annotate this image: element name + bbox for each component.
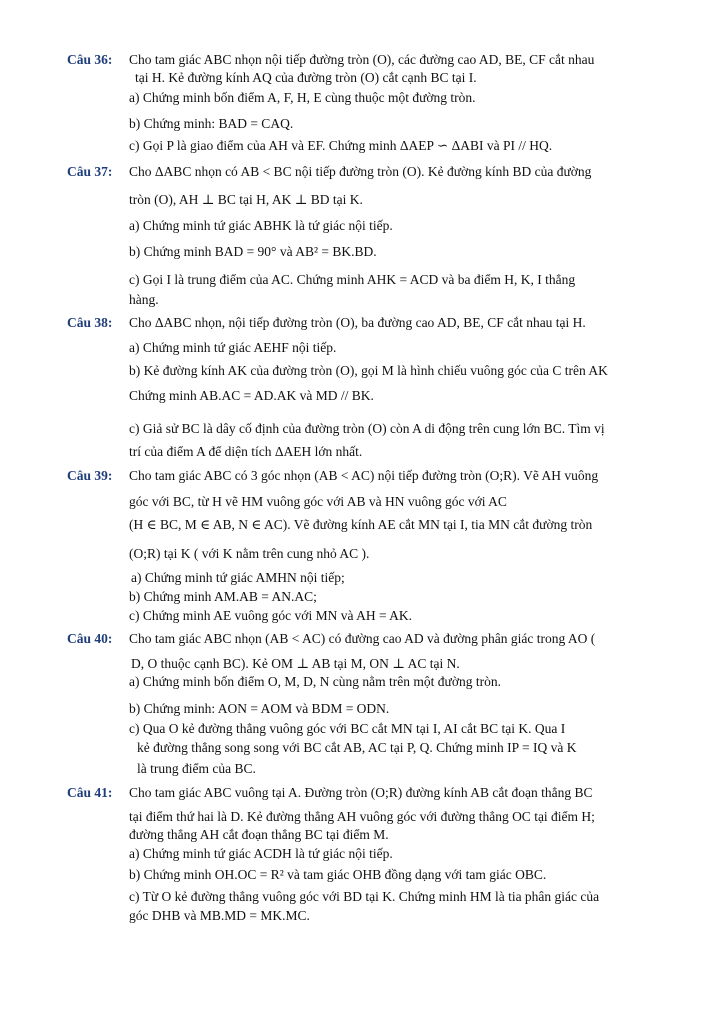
problem-line: c) Chứng minh AE vuông góc với MN và AH = AK.	[129, 608, 413, 623]
problem-line: tròn (O), AH ⊥ BC tại H, AK ⊥ BD tại K.	[129, 192, 363, 207]
problem-line: (O;R) tại K ( với K nằm trên cung nhỏ AC ).	[129, 546, 370, 561]
problem-line: tại H. Kẻ đường kính AQ của đường tròn (O) cắt cạnh BC tại I.	[135, 70, 477, 85]
problem-label: Câu 37:	[67, 164, 113, 179]
problem-line: trí của điểm A để diện tích ΔAEH lớn nhất.	[129, 444, 363, 459]
problem-line: b) Kẻ đường kính AK của đường tròn (O), gọi M là hình chiếu vuông góc của C trên AK	[129, 363, 608, 378]
problem-line: Chứng minh AB.AC = AD.AK và MD // BK.	[129, 388, 374, 403]
problem-line: Cho tam giác ABC nhọn nội tiếp đường tròn (O), các đường cao AD, BE, CF cắt nhau	[129, 52, 595, 67]
problem-line: góc DHB và MB.MD = MK.MC.	[129, 908, 310, 923]
problem-line: c) Gọi P là giao điểm của AH và EF. Chứng minh ΔAEP ∽ ΔABI và PI // HQ.	[129, 138, 553, 153]
problem-line: c) Qua O kẻ đường thẳng vuông góc với BC cắt MN tại I, AI cắt BC tại K. Qua I	[129, 721, 566, 736]
problem-line: Cho tam giác ABC vuông tại A. Đường tròn (O;R) đường kính AB cắt đoạn thẳng BC	[129, 785, 593, 800]
problem-label: Câu 41:	[67, 785, 113, 800]
problem-line: Cho ΔABC nhọn, nội tiếp đường tròn (O), ba đường cao AD, BE, CF cắt nhau tại H.	[129, 315, 586, 330]
problem-line: a) Chứng minh tứ giác ABHK là tứ giác nội tiếp.	[129, 218, 393, 233]
problem-line: c) Giả sử BC là dây cố định của đường tròn (O) còn A di động trên cung lớn BC. Tìm vị	[129, 421, 605, 436]
problem-label: Câu 38:	[67, 315, 113, 330]
problem-line: Cho tam giác ABC nhọn (AB < AC) có đường cao AD và đường phân giác trong AO (	[129, 631, 596, 646]
problem-label: Câu 40:	[67, 631, 113, 646]
problem-line: a) Chứng minh tứ giác AEHF nội tiếp.	[129, 340, 337, 355]
problem-line: c) Từ O kẻ đường thẳng vuông góc với BD tại K. Chứng minh HM là tia phân giác của	[129, 889, 600, 904]
problem-line: a) Chứng minh tứ giác ACDH là tứ giác nội tiếp.	[129, 846, 393, 861]
problem-line: kẻ đường thẳng song song với BC cắt AB, AC tại P, Q. Chứng minh IP = IQ và K	[137, 740, 577, 755]
problem-line: b) Chứng minh: BAD = CAQ.	[129, 116, 294, 131]
problem-line: b) Chứng minh BAD = 90° và AB² = BK.BD.	[129, 244, 377, 259]
problem-line: D, O thuộc cạnh BC). Kẻ OM ⊥ AB tại M, ON ⊥ AC tại N.	[131, 656, 460, 671]
problem-line: là trung điểm của BC.	[137, 761, 256, 776]
problem-line: a) Chứng minh bốn điểm O, M, D, N cùng nằm trên một đường tròn.	[129, 674, 501, 689]
problem-line: góc với BC, từ H vẽ HM vuông góc với AB và HN vuông góc với AC	[129, 494, 507, 509]
problem-line: c) Gọi I là trung điểm của AC. Chứng minh AHK = ACD và ba điểm H, K, I thẳng	[129, 272, 576, 287]
problem-line: b) Chứng minh: AON = AOM và BDM = ODN.	[129, 701, 390, 716]
problem-line: a) Chứng minh bốn điểm A, F, H, E cùng thuộc một đường tròn.	[129, 90, 476, 105]
problem-line: Cho tam giác ABC có 3 góc nhọn (AB < AC) nội tiếp đường tròn (O;R). Vẽ AH vuông	[129, 468, 599, 483]
problem-line: b) Chứng minh OH.OC = R² và tam giác OHB đồng dạng với tam giác OBC.	[129, 867, 547, 882]
problem-line: a) Chứng minh tứ giác AMHN nội tiếp;	[131, 570, 345, 585]
problem-line: hàng.	[129, 292, 159, 307]
problem-line: đường thẳng AH cắt đoạn thẳng BC tại điểm M.	[129, 827, 389, 842]
problem-label: Câu 36:	[67, 52, 113, 67]
problem-label: Câu 39:	[67, 468, 113, 483]
problem-line: Cho ΔABC nhọn có AB < BC nội tiếp đường tròn (O). Kẻ đường kính BD của đường	[129, 164, 592, 179]
problem-line: (H ∈ BC, M ∈ AB, N ∈ AC). Vẽ đường kính AE cắt MN tại I, tia MN cắt đường tròn	[129, 517, 593, 532]
problem-line: b) Chứng minh AM.AB = AN.AC;	[129, 589, 317, 604]
problem-line: tại điểm thứ hai là D. Kẻ đường thẳng AH vuông góc với đường thẳng OC tại điểm H;	[129, 809, 595, 824]
